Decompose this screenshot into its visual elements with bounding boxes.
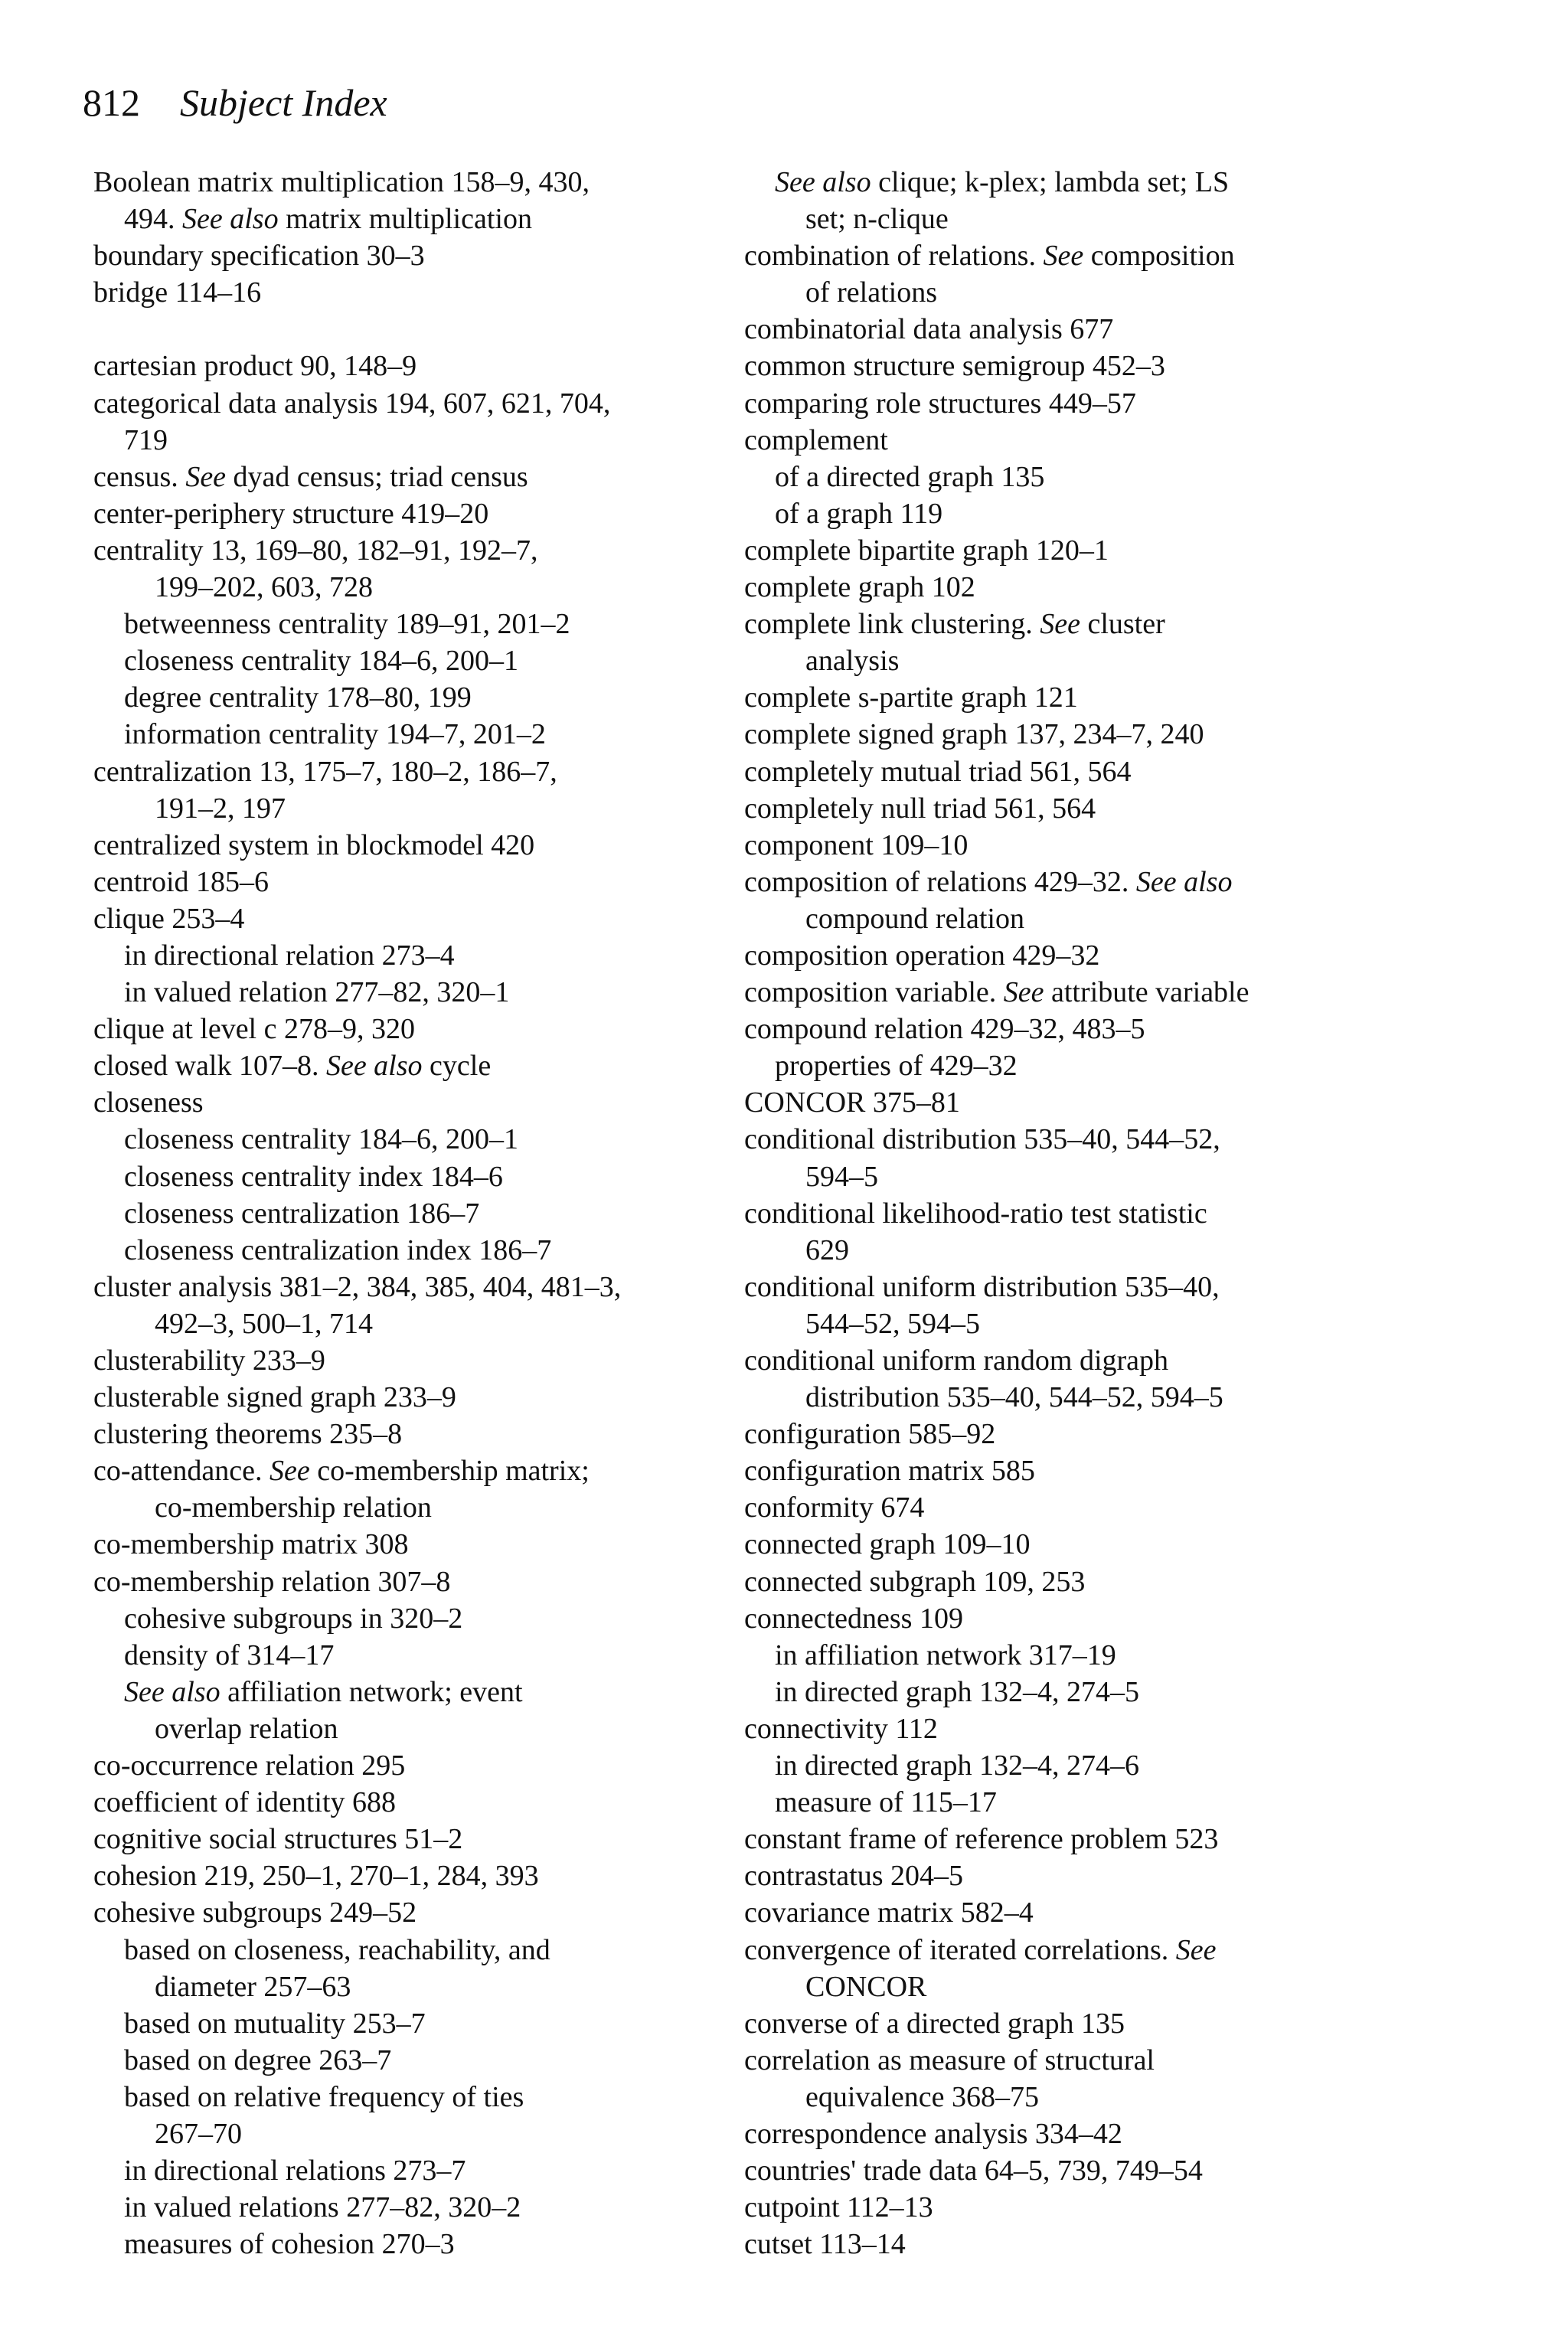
entry-text: cutset 113–14 [744,2228,906,2261]
index-entry [93,1563,752,1600]
entry-text: contrastatus 204–5 [744,1860,964,1893]
index-entry [744,2152,1517,2189]
entry-text: cartesian product 90, 148–9 [93,350,417,383]
index-column-right [744,164,1517,2262]
index-subentry [93,2189,752,2226]
index-subentry [93,1195,752,1232]
entry-text: equivalence 368–75 [805,2080,1039,2113]
cross-reference-label: See [1175,1933,1217,1966]
entry-text: in directional relations 273–7 [124,2155,466,2187]
entry-text: connectivity 112 [744,1712,938,1745]
page-header [83,80,387,126]
cross-reference-label: See also [182,203,279,236]
entry-text: clustering theorems 235–8 [93,1418,403,1451]
index-subentry [93,974,752,1011]
entry-text: in valued relation 277–82, 320–1 [124,976,510,1009]
index-subentry [93,679,752,716]
entry-text: cohesion 219, 250–1, 270–1, 284, 393 [93,1860,539,1893]
cross-reference-label: See [185,460,227,493]
entry-text: cutpoint 112–13 [744,2191,933,2224]
entry-text: closeness [93,1086,204,1119]
entry-text: constant frame of reference problem 523 [744,1823,1219,1856]
entry-text: complement [744,423,888,456]
index-entry [93,1784,752,1821]
index-subentry [744,1968,1517,2005]
entry-text: correspondence analysis 334–42 [744,2117,1122,2150]
entry-text: conditional likelihood-ratio test statistic [744,1197,1207,1230]
index-subentry [93,2042,752,2079]
entry-text: based on mutuality 253–7 [124,2007,426,2040]
entry-text: complete graph 102 [744,571,975,604]
index-entry [744,1416,1517,1452]
index-entry [744,864,1517,900]
index-entry [744,2042,1517,2079]
entry-text: of relations [805,276,938,309]
index-subentry [93,937,752,974]
entry-text: measures of cohesion 270–3 [124,2228,455,2261]
entry-text: measure of 115–17 [775,1786,997,1819]
cross-reference-label: See also [775,166,871,198]
index-entry [744,1489,1517,1526]
blank-line [93,311,752,348]
index-entry [744,790,1517,827]
entry-text: distribution 535–40, 544–52, 594–5 [805,1381,1223,1414]
index-entry [744,1821,1517,1857]
entry-text: convergence of iterated correlations. [744,1933,1176,1966]
entry-text: categorical data analysis 194, 607, 621, 704, [93,387,611,420]
index-entry [93,1047,752,1084]
entry-text: comparing role structures 449–57 [744,387,1136,420]
index-entry [744,1121,1517,1158]
index-subentry [744,1784,1517,1821]
index-subentry [93,1674,752,1710]
index-entry [744,1894,1517,1931]
entry-text: composition of relations 429–32. [744,865,1136,898]
index-entry [93,1269,752,1305]
index-entry [93,1747,752,1784]
entry-text: in directed graph 132–4, 274–6 [775,1750,1139,1782]
entry-text: cluster analysis 381–2, 384, 385, 404, 481–3, [93,1270,622,1303]
index-entry [93,827,752,864]
index-subentry [93,422,752,459]
index-subentry [93,642,752,679]
entry-text: complete link clustering. [744,608,1040,641]
running-title: Subject Index [180,81,387,124]
index-entry [744,385,1517,422]
entry-text: 191–2, 197 [155,792,286,825]
entry-text: configuration matrix 585 [744,1455,1035,1488]
index-entry [93,1857,752,1894]
cross-reference-label: See [1043,240,1084,273]
cross-reference-label: See [269,1455,310,1488]
entry-text: co-attendance. [93,1455,270,1488]
entry-text: clique 253–4 [93,902,245,935]
index-entry [93,348,752,384]
entry-text: correlation as measure of structural [744,2044,1155,2076]
entry-text: based on closeness, reachability, and [124,1933,550,1966]
entry-text: compound relation 429–32, 483–5 [744,1013,1145,1046]
index-subentry [744,274,1517,311]
index-entry [93,459,752,495]
index-subentry [744,201,1517,237]
entry-text: conditional uniform distribution 535–40, [744,1270,1220,1303]
entry-text: bridge 114–16 [93,276,262,309]
index-entry [93,1452,752,1489]
index-entry [93,1011,752,1047]
index-subentry [744,1047,1517,1084]
entry-text: composition operation 429–32 [744,939,1100,972]
entry-text: closeness centralization index 186–7 [124,1233,552,1266]
entry-text: diameter 257–63 [155,1970,351,2003]
index-subentry [744,1674,1517,1710]
index-entry [744,1452,1517,1489]
entry-text: co-membership matrix 308 [93,1528,409,1561]
index-entry [93,864,752,900]
entry-text: configuration 585–92 [744,1418,996,1451]
index-subentry [93,1932,752,1968]
cross-reference-target: dyad census; triad census [226,460,528,493]
entry-text: closeness centralization 186–7 [124,1197,480,1230]
entry-text: analysis [805,645,900,678]
index-subentry [744,900,1517,937]
index-subentry [93,790,752,827]
index-subentry [93,1968,752,2005]
entry-text: conditional distribution 535–40, 544–52, [744,1123,1220,1156]
entry-text: boundary specification 30–3 [93,240,425,273]
entry-text: CONCOR 375–81 [744,1086,960,1119]
entry-text: cohesive subgroups 249–52 [93,1897,417,1929]
entry-text: in valued relations 277–82, 320–2 [124,2191,521,2224]
entry-text: center-periphery structure 419–20 [93,497,489,530]
entry-text: of a graph 119 [775,497,943,530]
entry-text: census. [93,460,186,493]
entry-text: 492–3, 500–1, 714 [155,1307,373,1340]
index-subentry [93,1489,752,1526]
index-subentry [744,459,1517,495]
index-subentry [744,642,1517,679]
index-entry [744,1526,1517,1563]
entry-text: co-membership relation [155,1491,432,1524]
entry-text: complete bipartite graph 120–1 [744,534,1109,567]
index-entry [93,532,752,569]
cross-reference-label: See also [124,1675,220,1708]
index-subentry [93,2152,752,2189]
entry-text: converse of a directed graph 135 [744,2007,1125,2040]
index-entry [744,937,1517,974]
index-subentry [93,2079,752,2115]
entry-text: 719 [124,423,168,456]
index-entry [93,495,752,532]
entry-text: overlap relation [155,1712,338,1745]
entry-text: density of 314–17 [124,1638,335,1671]
cross-reference-target: cluster [1080,608,1165,641]
entry-text: cognitive social structures 51–2 [93,1823,463,1856]
entry-text: completely mutual triad 561, 564 [744,755,1132,788]
entry-text: 594–5 [805,1160,878,1193]
index-subentry [93,606,752,642]
index-subentry [93,2115,752,2152]
cross-reference-target: attribute variable [1044,976,1250,1009]
index-entry [744,2189,1517,2226]
page-number: 812 [83,81,140,124]
index-subentry [93,2226,752,2262]
index-entry [93,1084,752,1121]
index-entry [744,827,1517,864]
entry-text: connected subgraph 109, 253 [744,1565,1086,1598]
index-entry [744,2115,1517,2152]
entry-text: 494. [124,203,182,236]
entry-text: conformity 674 [744,1491,925,1524]
index-entry [744,237,1517,274]
cross-reference-target: composition [1083,240,1235,273]
entry-text: closeness centrality 184–6, 200–1 [124,1123,519,1156]
index-entry [744,569,1517,606]
index-entry [744,753,1517,790]
index-subentry [93,1710,752,1747]
cross-reference-target: clique; k-plex; lambda set; LS [871,166,1230,198]
index-subentry [744,164,1517,201]
index-entry [93,164,752,201]
index-column-left [93,164,752,2262]
cross-reference-label: See also [325,1050,423,1083]
entry-text: of a directed graph 135 [775,460,1045,493]
index-subentry [93,1305,752,1342]
entry-text: in affiliation network 317–19 [775,1638,1116,1671]
entry-text: complete signed graph 137, 234–7, 240 [744,718,1204,751]
index-entry [93,237,752,274]
index-entry [744,2005,1517,2042]
entry-text: in directed graph 132–4, 274–5 [775,1675,1139,1708]
index-entry [93,1379,752,1416]
index-entry [744,1011,1517,1047]
index-subentry [744,1637,1517,1674]
entry-text: combination of relations. [744,240,1044,273]
index-subentry [93,716,752,753]
entry-text: information centrality 194–7, 201–2 [124,718,546,751]
index-entry [744,532,1517,569]
entry-text: cohesive subgroups in 320–2 [124,1602,463,1635]
entry-text: 544–52, 594–5 [805,1307,980,1340]
entry-text: based on degree 263–7 [124,2044,392,2076]
index-entry [744,974,1517,1011]
index-entry [93,1894,752,1931]
index-entry [744,1084,1517,1121]
entry-text: 267–70 [155,2117,242,2150]
entry-text: centralized system in blockmodel 420 [93,828,535,861]
cross-reference-target: cycle [422,1050,492,1083]
entry-text: common structure semigroup 452–3 [744,350,1165,383]
index-entry [93,385,752,422]
index-entry [93,900,752,937]
entry-text: degree centrality 178–80, 199 [124,681,472,714]
index-entry [744,716,1517,753]
cross-reference-label: See also [1135,865,1233,898]
entry-text: properties of 429–32 [775,1050,1018,1083]
entry-text: closed walk 107–8. [93,1050,326,1083]
cross-reference-target: matrix multiplication [278,203,532,236]
index-subentry [93,1232,752,1269]
cross-reference-target: affiliation network; event [220,1675,523,1708]
entry-text: complete s-partite graph 121 [744,681,1078,714]
index-subentry [744,495,1517,532]
index-subentry [93,1121,752,1158]
entry-text: covariance matrix 582–4 [744,1897,1034,1929]
entry-text: co-membership relation 307–8 [93,1565,451,1598]
entry-text: clusterability 233–9 [93,1344,325,1377]
index-entry [744,1710,1517,1747]
index-entry [744,606,1517,642]
index-entry [744,422,1517,459]
index-entry [744,1342,1517,1379]
entry-text: in directional relation 273–4 [124,939,455,972]
entry-text: centroid 185–6 [93,865,270,898]
index-subentry [744,2079,1517,2115]
index-subentry [744,1158,1517,1195]
index-entry [744,1600,1517,1637]
index-subentry [93,569,752,606]
index-entry [744,1195,1517,1232]
index-entry [93,1821,752,1857]
index-entry [744,348,1517,384]
entry-text: Boolean matrix multiplication 158–9, 430, [93,166,590,198]
index-subentry [744,1379,1517,1416]
entry-text: clusterable signed graph 233–9 [93,1381,456,1414]
entry-text: clique at level c 278–9, 320 [93,1013,415,1046]
index-subentry [744,1305,1517,1342]
index-entry [744,1269,1517,1305]
index-subentry [93,1600,752,1637]
entry-text: CONCOR [805,1970,927,2003]
index-entry [93,1342,752,1379]
entry-text: combinatorial data analysis 677 [744,313,1114,346]
index-entry [93,753,752,790]
entry-text: composition variable. [744,976,1004,1009]
entry-text: co-occurrence relation 295 [93,1750,406,1782]
entry-text: closeness centrality index 184–6 [124,1160,503,1193]
entry-text: betweenness centrality 189–91, 201–2 [124,608,570,641]
index-subentry [744,1232,1517,1269]
index-entry [744,1857,1517,1894]
index-entry [93,274,752,311]
entry-text: coefficient of identity 688 [93,1786,397,1819]
index-subentry [93,2005,752,2042]
index-entry [93,1526,752,1563]
entry-text: closeness centrality 184–6, 200–1 [124,645,519,678]
index-entry [744,311,1517,348]
entry-text: connected graph 109–10 [744,1528,1031,1561]
entry-text: compound relation [805,902,1024,935]
cross-reference-label: See [1040,608,1080,641]
index-subentry [744,1747,1517,1784]
index-entry [744,679,1517,716]
index-entry [744,1932,1517,1968]
index-entry [744,2226,1517,2262]
entry-text: 629 [805,1233,849,1266]
index-entry [93,1416,752,1452]
entry-text: centrality 13, 169–80, 182–91, 192–7, [93,534,538,567]
entry-text: set; n-clique [805,203,949,236]
index-entry [744,1563,1517,1600]
entry-text: connectedness 109 [744,1602,963,1635]
entry-text: component 109–10 [744,828,969,861]
entry-text: conditional uniform random digraph [744,1344,1169,1377]
entry-text: centralization 13, 175–7, 180–2, 186–7, [93,755,557,788]
index-subentry [93,201,752,237]
cross-reference-target: co-membership matrix; [309,1455,590,1488]
entry-text: countries' trade data 64–5, 739, 749–54 [744,2155,1203,2187]
cross-reference-label: See [1003,976,1044,1009]
index-subentry [93,1158,752,1195]
index-subentry [93,1637,752,1674]
entry-text: based on relative frequency of ties [124,2080,524,2113]
entry-text: 199–202, 603, 728 [155,571,373,604]
entry-text: completely null triad 561, 564 [744,792,1096,825]
